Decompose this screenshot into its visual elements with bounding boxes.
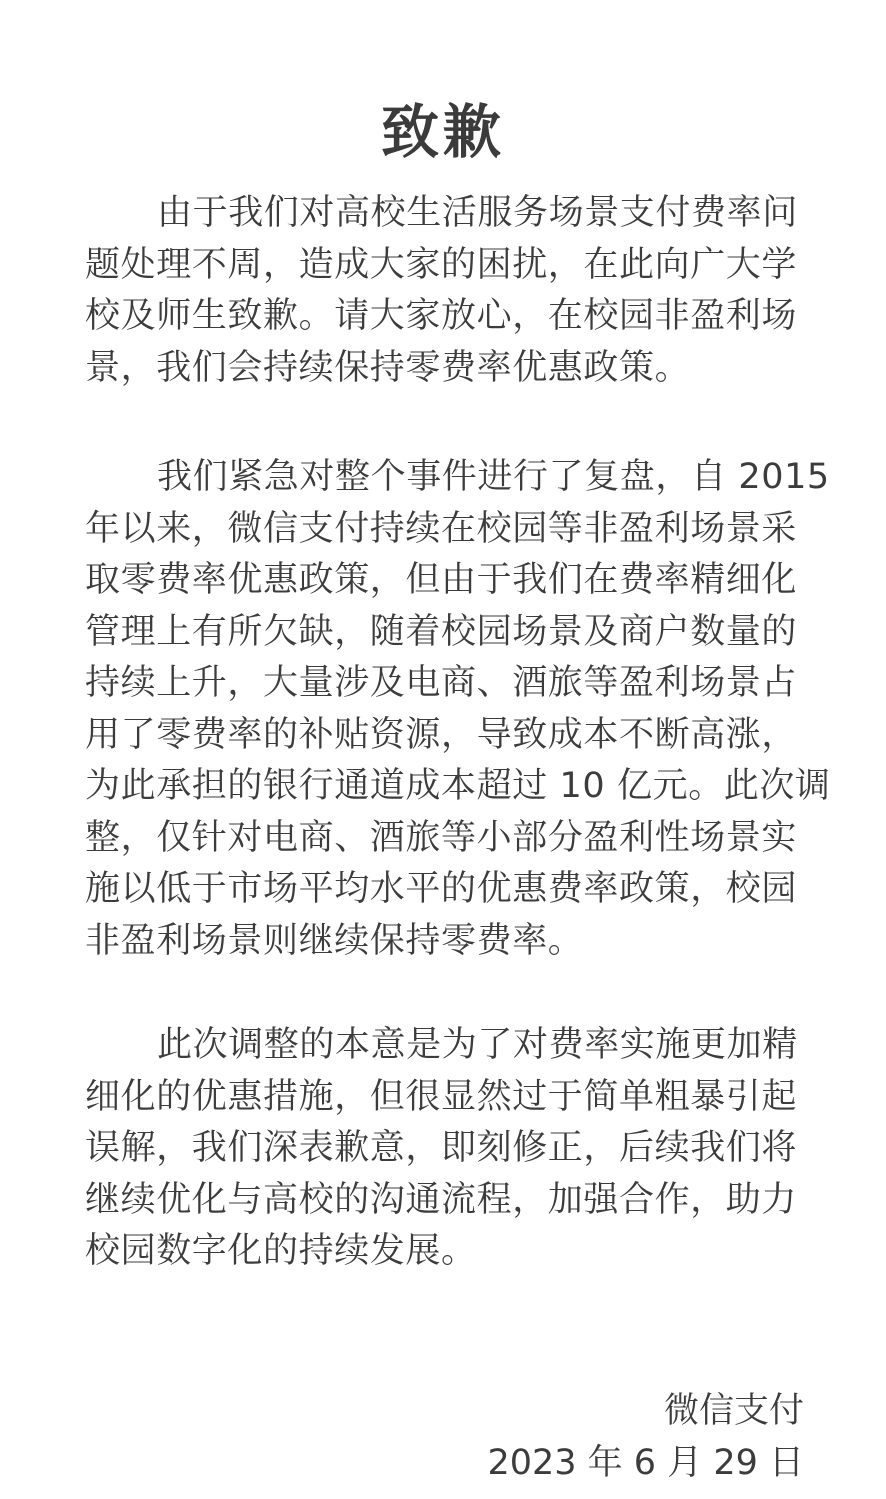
paragraph-line: 细化的优惠措施，但很显然过于简单粗暴引起 — [85, 1076, 798, 1117]
paragraph-line: 我们紧急对整个事件进行了复盘，自 2015 — [157, 457, 830, 497]
paragraph-3 — [85, 1020, 845, 1278]
paragraph-line: 由于我们对高校生活服务场景支付费率问 — [157, 193, 798, 233]
paragraph-line: 非盈利场景则继续保持零费率。 — [85, 920, 584, 961]
paragraph-1 — [85, 188, 845, 394]
paragraph-2 — [85, 452, 845, 967]
paragraph-line: 此次调整的本意是为了对费率实施更加精 — [157, 1025, 798, 1065]
paragraph-line: 持续上升，大量涉及电商、酒旅等盈利场景占 — [85, 663, 798, 703]
paragraph-line: 校及师生致歉。请大家放心，在校园非盈利场 — [85, 296, 798, 336]
paragraph-line: 年以来，微信支付持续在校园等非盈利场景采 — [85, 508, 798, 549]
paragraph-line: 误解，我们深表歉意，即刻修正，后续我们将 — [85, 1128, 798, 1168]
issue-date: 2023 年 6 月 29 日 — [487, 1443, 804, 1483]
paragraph-line: 施以低于市场平均水平的优惠费率政策，校园 — [85, 869, 798, 909]
paragraph-line: 管理上有所欠缺，随着校园场景及商户数量的 — [85, 611, 798, 652]
paragraph-line: 继续优化与高校的沟通流程，加强合作，助力 — [85, 1179, 798, 1220]
paragraph-line: 用了零费率的补贴资源，导致成本不断高涨， — [85, 714, 798, 755]
signature-block — [487, 1385, 804, 1489]
paragraph-line: 整，仅针对电商、酒旅等小部分盈利性场景实 — [85, 817, 798, 858]
letter-title: 致歉 — [380, 97, 505, 166]
paragraph-line: 题处理不周，造成大家的困扰，在此向广大学 — [85, 244, 798, 285]
paragraph-line: 校园数字化的持续发展。 — [85, 1231, 477, 1271]
paragraph-line: 景，我们会持续保持零费率优惠政策。 — [85, 347, 691, 388]
paragraph-line: 为此承担的银行通道成本超过 10 亿元。此次调 — [85, 766, 831, 806]
issuer-name: 微信支付 — [663, 1391, 804, 1431]
paragraph-line: 取零费率优惠政策，但由于我们在费率精细化 — [85, 560, 798, 600]
